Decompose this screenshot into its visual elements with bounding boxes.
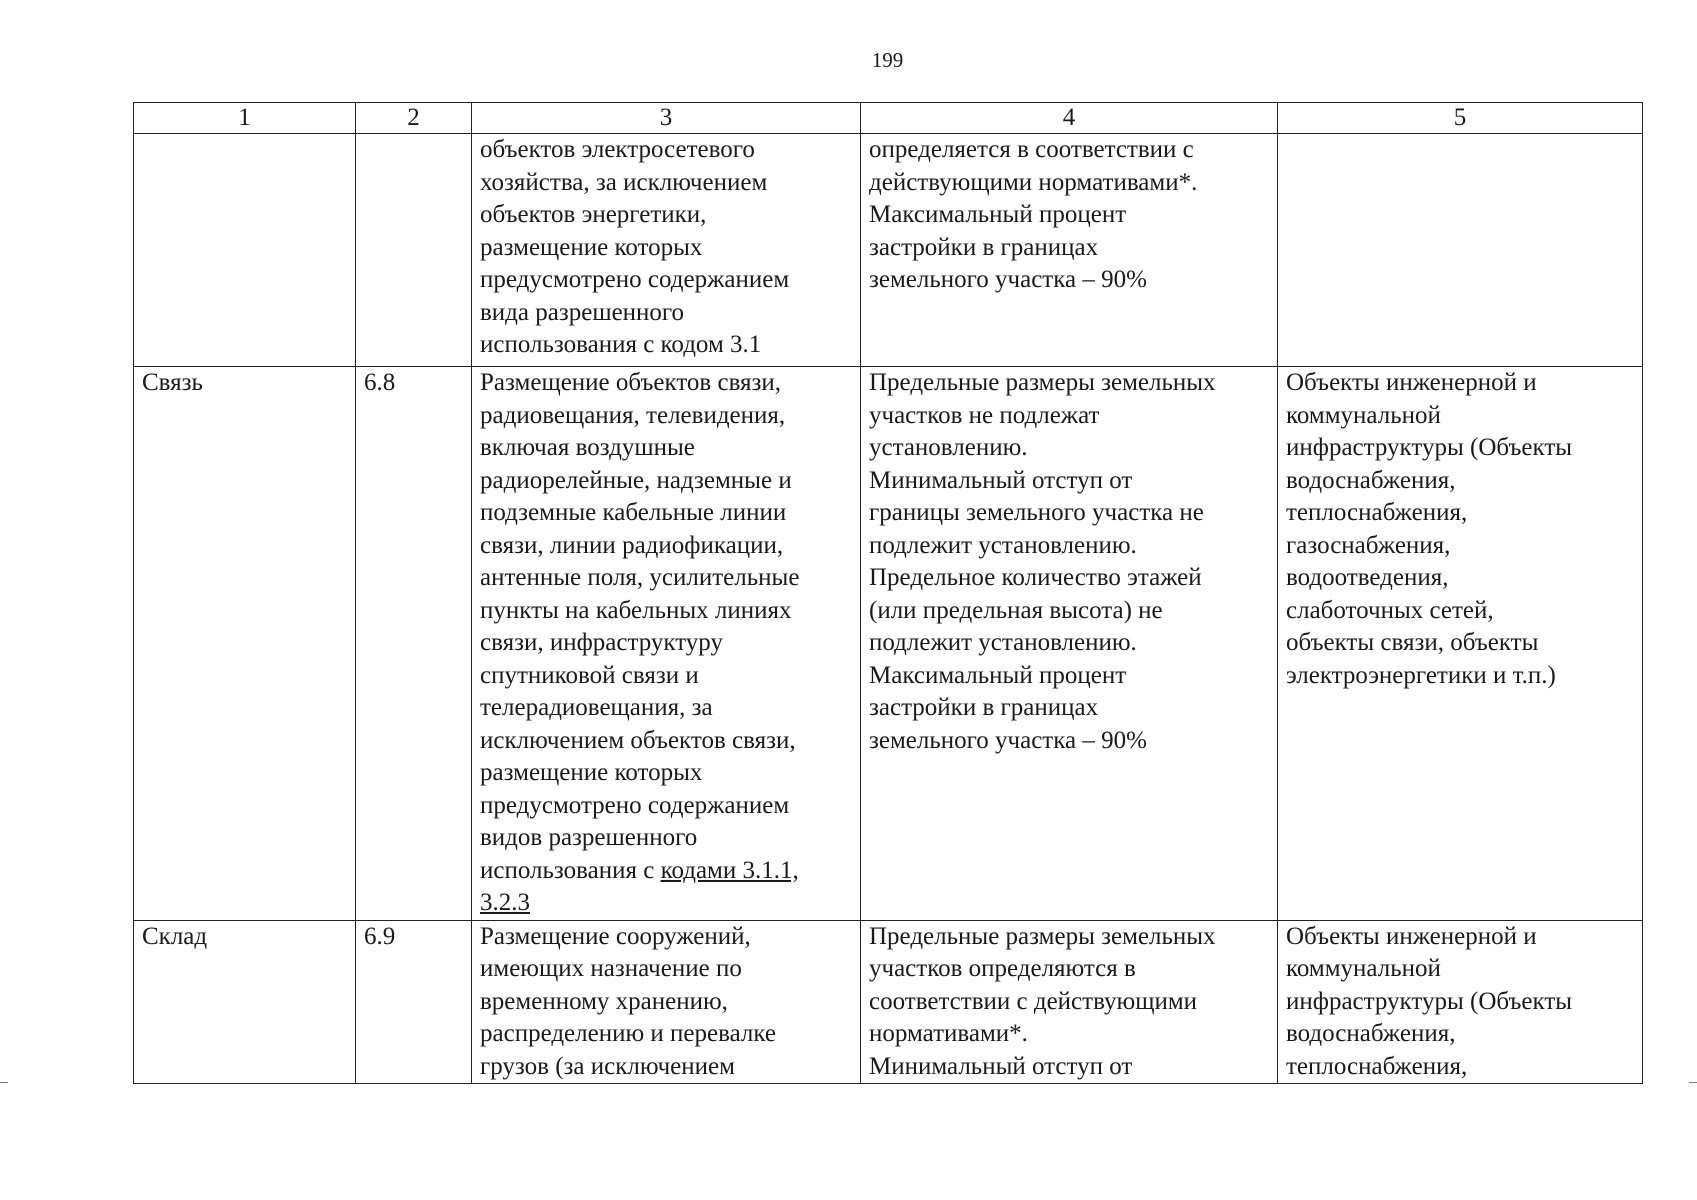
use-code-cell: 6.8	[356, 367, 472, 921]
table-row	[134, 920, 1643, 1084]
zoning-table	[133, 102, 1643, 1084]
column-header-1: 1	[134, 103, 356, 134]
use-code-cell	[356, 134, 472, 367]
column-header-2: 2	[356, 103, 472, 134]
table-row	[134, 134, 1643, 367]
use-code-cell: 6.9	[356, 920, 472, 1084]
table-row	[134, 367, 1643, 921]
auxiliary-uses-cell: Объекты инженерной и коммунальной инфраструктуры (Объекты водоснабжения, теплоснабжения, газоснабжения, водоотведения, слаботочных сетей, объекты связи, объекты электроэнергетики и т.п.)	[1278, 367, 1643, 921]
auxiliary-uses-cell: Объекты инженерной и коммунальной инфраструктуры (Объекты водоснабжения, теплоснабжения,	[1278, 920, 1643, 1084]
parameters-cell: определяется в соответствии с действующими нормативами*. Максимальный процент застройки в границах земельного участка – 90%	[861, 134, 1278, 367]
use-name-cell: Связь	[134, 367, 356, 921]
description-text: Размещение объектов связи, радиовещания, телевидения, включая воздушные радиорелейные, надземные и подземные кабельные линии связи, линии радиофикации, антенные поля, усилительные пункты на кабельных линиях связи, инфраструктуру спутниковой связи и телерадиовещания, за исключением объектов связи, размещение которых предусмотрено содержанием видов разрешенного использования с	[480, 369, 800, 884]
right-scan-mark	[1689, 1082, 1697, 1083]
column-header-3: 3	[472, 103, 861, 134]
table-header-row	[134, 103, 1643, 134]
page-number: 199	[871, 48, 904, 72]
auxiliary-uses-cell	[1278, 134, 1643, 367]
parameters-cell: Предельные размеры земельных участков определяются в соответствии с действующими нормативами*. Минимальный отступ от	[861, 920, 1278, 1084]
left-scan-mark	[0, 1082, 8, 1083]
column-header-5: 5	[1278, 103, 1643, 134]
column-header-4: 4	[861, 103, 1278, 134]
use-description-cell: Размещение сооружений, имеющих назначение по временному хранению, распределению и перевалке грузов (за исключением	[472, 920, 861, 1084]
use-name-cell: Склад	[134, 920, 356, 1084]
parameters-cell: Предельные размеры земельных участков не подлежат установлению. Минимальный отступ от границы земельного участка не подлежит установлению. Предельное количество этажей (или предельная высота) не подлежит установлению. Максимальный процент застройки в границах земельного участка – 90%	[861, 367, 1278, 921]
code-reference-link[interactable]: кодами 3.1.1, 3.2.3	[480, 856, 799, 916]
use-description-cell	[472, 367, 861, 921]
use-description-cell: объектов электросетевого хозяйства, за исключением объектов энергетики, размещение которых предусмотрено содержанием вида разрешенного использования с кодом 3.1	[472, 134, 861, 367]
use-name-cell	[134, 134, 356, 367]
